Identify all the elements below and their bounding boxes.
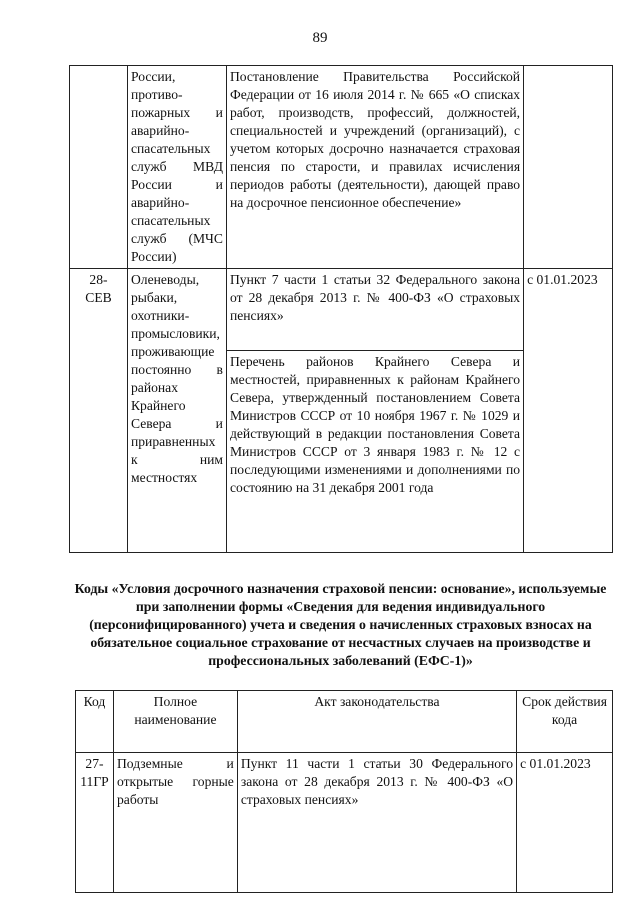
codes-table-continued xyxy=(69,65,613,553)
header-date: Срок действия кода xyxy=(517,691,613,753)
code-cell: 28-СЕВ xyxy=(70,269,128,553)
date-cell xyxy=(524,66,613,269)
table-row xyxy=(70,269,613,351)
name-cell: Подземные и открытые горные работы xyxy=(113,753,237,893)
act-cell: Постановление Правительства Российской Федерации от 16 июля 2014 г. № 665 «О списках работ, производств, профессий, должностей, специальностей и учреждений (организаций), с учетом которых досрочно назначается страховая пенсия по старости, и правилах исчисления периодов работы (деятельности), дающей право на досрочное пенсионное обеспечение» xyxy=(226,66,523,269)
act-cell: Пункт 7 части 1 статьи 32 Федерального закона от 28 декабря 2013 г. № 400-ФЗ «О страховых пенсиях» xyxy=(226,269,523,351)
table-row xyxy=(76,753,613,893)
code-cell: 27-11ГР xyxy=(76,753,114,893)
act-cell: Перечень районов Крайнего Севера и местностей, приравненных к районам Крайнего Севера, утвержденный постановлением Совета Министров СССР от 10 ноября 1967 г. № 1029 и действующий в редакции постановления Совета Министров СССР от 3 января 1983 г. № 12 с последующими изменениями и дополнениями по состоянию на 31 декабря 2001 года xyxy=(226,351,523,553)
header-act: Акт законодательства xyxy=(237,691,516,753)
date-cell: с 01.01.2023 xyxy=(517,753,613,893)
codes-table xyxy=(75,690,613,893)
table-row xyxy=(70,66,613,269)
name-cell: России, противо-пожарных и аварийно-спасательных служб МВД России и аварийно-спасательных служб (МЧС России) xyxy=(127,66,226,269)
table-header-row xyxy=(76,691,613,753)
header-code: Код xyxy=(76,691,114,753)
name-cell: Оленеводы, рыбаки, охотники-промысловики, проживающие постоянно в районах Крайнего Севера и приравненных к ним местностях xyxy=(127,269,226,553)
date-cell: с 01.01.2023 xyxy=(524,269,613,553)
act-cell: Пункт 11 части 1 статьи 30 Федерального закона от 28 декабря 2013 г. № 400-ФЗ «О страховых пенсиях» xyxy=(237,753,516,893)
code-cell xyxy=(70,66,128,269)
header-name: Полное наименование xyxy=(113,691,237,753)
page-number: 89 xyxy=(312,30,328,46)
section-heading: Коды «Условия досрочного назначения страховой пенсии: основание», используемые при заполнении формы «Сведения для ведения индивидуального (персонифицированного) учета и сведения о начисленных страховых взносах на обязательное социальное страхование от несчастных случаев на производстве и профессиональных заболеваний (ЕФС-1)» xyxy=(74,581,607,668)
